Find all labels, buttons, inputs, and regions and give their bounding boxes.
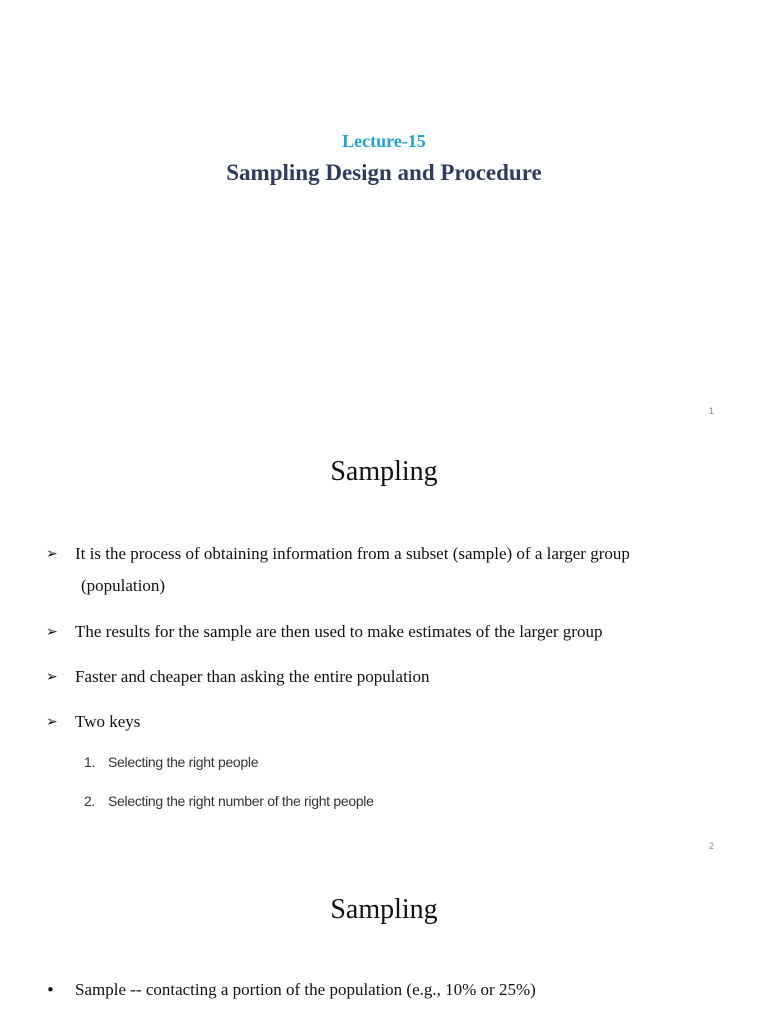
bullet-item [46,542,728,598]
page-number: 1 [708,406,714,416]
item-text: Selecting the right number of the right people [108,793,374,809]
arrow-bullet-icon: ➢ [46,714,58,730]
bullet-line: It is the process of obtaining information from a subset (sample) of a larger group [75,544,630,563]
page-number: 2 [708,841,714,851]
numbered-item [84,752,258,772]
item-text: Selecting the right people [108,754,259,770]
bullet-item [46,710,728,734]
deck-title: Sampling Design and Procedure [226,160,542,185]
dot-bullet-icon: • [46,981,55,999]
slide-1 [0,0,768,432]
slide-title: Sampling [330,894,438,925]
bullet-item [46,978,728,1002]
bullet-text: Faster and cheaper than asking the entire population [75,667,430,686]
item-number: 2. [84,793,96,809]
lecture-number: Lecture-15 [342,131,426,151]
slide-2 [0,432,768,864]
bullet-text: Two keys [75,712,141,731]
bullet-text: Sample -- contacting a portion of the population (e.g., 10% or 25%) [75,980,536,999]
bullet-text: The results for the sample are then used to make estimates of the larger group [75,622,603,641]
arrow-bullet-icon: ➢ [46,546,58,562]
bullet-item [46,620,728,644]
numbered-item [84,791,374,811]
bullet-item [46,665,728,689]
bullet-text [75,542,630,598]
slide-title: Sampling [330,456,438,487]
arrow-bullet-icon: ➢ [46,624,58,640]
slide-3 [0,864,768,1024]
arrow-bullet-icon: ➢ [46,669,58,685]
bullet-continuation: (population) [81,576,166,595]
item-number: 1. [84,754,96,770]
